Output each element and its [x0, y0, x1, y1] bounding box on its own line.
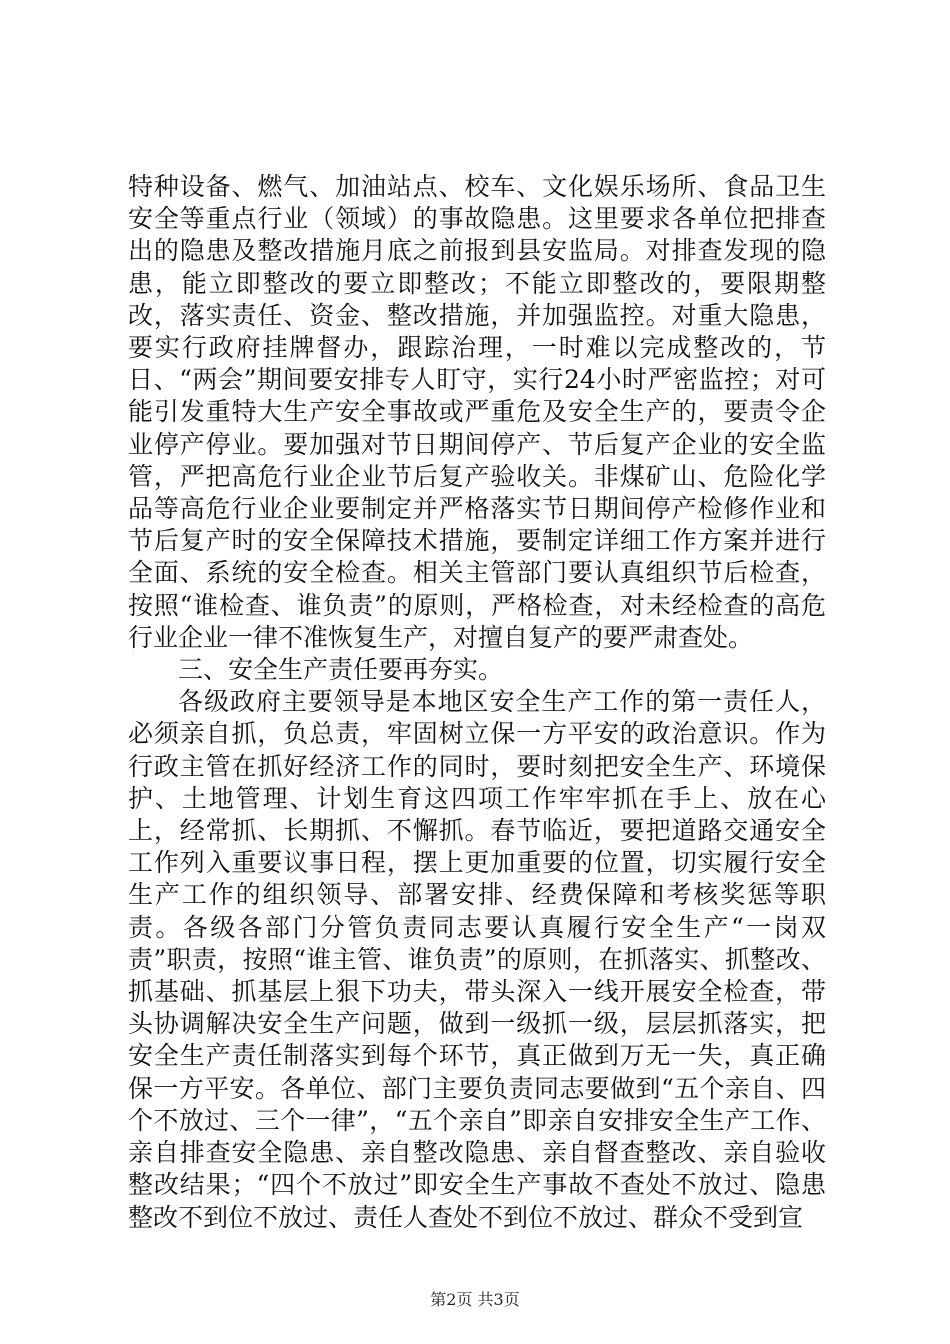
- page-total: 共3页: [477, 1290, 520, 1309]
- body-text: [128, 171, 826, 1234]
- paragraph-hazard-rectification: 特种设备、燃气、加油站点、校车、文化娱乐场所、食品卫生安全等重点行业（领域）的事故隐患。这里要求各单位把排查出的隐患及整改措施月底之前报到县安监局。对排查发现的隐患，能立即整改的要立即整改；不能立即整改的，要限期整改，落实责任、资金、整改措施，并加强监控。对重大隐患，要实行政府挂牌督办，跟踪治理，一时难以完成整改的，节日、“两会”期间要安排专人盯守，实行24小时严密监控；对可能引发重特大生产安全事故或严重危及安全生产的，要责令企业停产停业。要加强对节日期间停产、节后复产企业的安全监管，严把高危行业企业节后复产验收关。非煤矿山、危险化学品等高危行业企业要制定并严格落实节日期间停产检修作业和节后复产时的安全保障技术措施，要制定详细工作方案并进行全面、系统的安全检查。相关主管部门要认真组织节后检查，按照“谁检查、谁负责”的原则，严格检查，对未经检查的高危行业企业一律不准恢复生产，对擅自复产的要严肃查处。: [128, 172, 826, 652]
- page-number: 第2页: [430, 1290, 473, 1309]
- section-heading-responsibility: 三、安全生产责任要再夯实。: [178, 655, 504, 685]
- page-footer: [0, 1290, 950, 1310]
- paragraph-leadership-responsibility: 各级政府主要领导是本地区安全生产工作的第一责任人，必须亲自抓，负总责，牢固树立保一方平安的政治意识。作为行政主管在抓好经济工作的同时，要时刻把安全生产、环境保护、土地管理、计划生育这四项工作牢牢抓在手上、放在心上，经常抓、长期抓、不懈抓。春节临近，要把道路交通安全工作列入重要议事日程，摆上更加重要的位置，切实履行安全生产工作的组织领导、部署安排、经费保障和考核奖惩等职责。各级各部门分管负责同志要认真履行安全生产“一岗双责”职责，按照“谁主管、谁负责”的原则，在抓落实、抓整改、抓基础、抓基层上狠下功夫，带头深入一线开展安全检查，带头协调解决安全生产问题，做到一级抓一级，层层抓落实，把安全生产责任制落实到每个环节，真正做到万无一失，真正确保一方平安。各单位、部门主要负责同志要做到“五个亲自、四个不放过、三个一律”，“五个亲自”即亲自安排安全生产工作、亲自排查安全隐患、亲自整改隐患、亲自督查整改、亲自验收整改结果；“四个不放过”即安全生产事故不查处不放过、隐患整改不到位不放过、责任人查处不到位不放过、群众不受到宣: [128, 687, 826, 1232]
